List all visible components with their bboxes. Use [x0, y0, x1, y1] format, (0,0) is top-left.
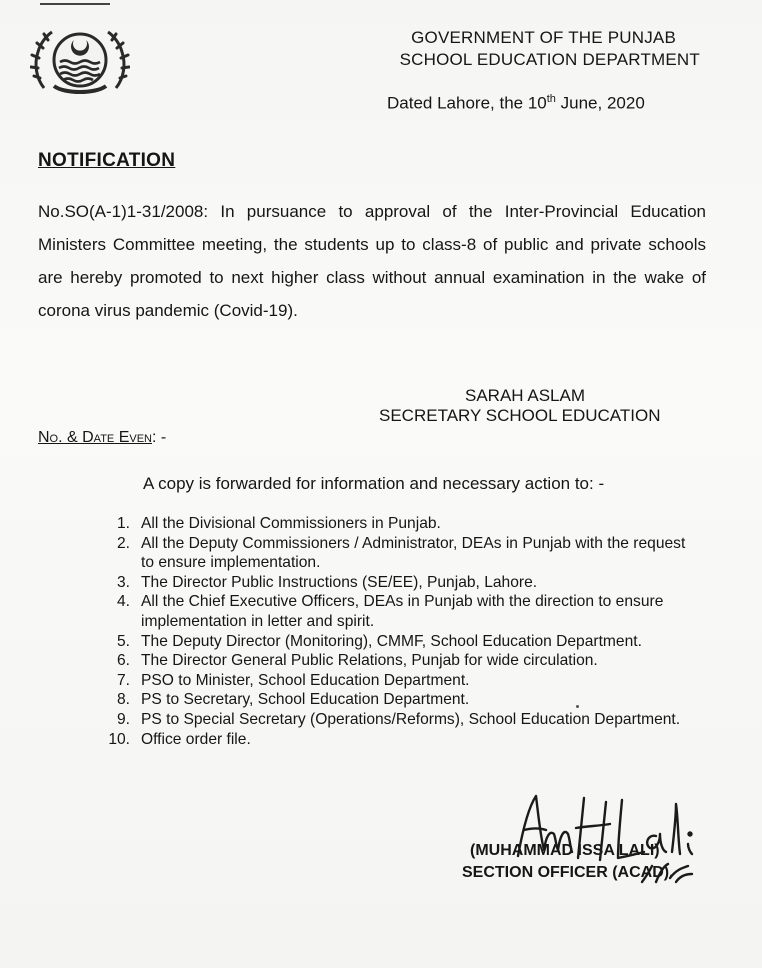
date-suffix: June, 2020	[555, 93, 645, 113]
list-item	[96, 690, 696, 710]
list-item-number: 2.	[116, 534, 130, 552]
list-item	[96, 632, 696, 652]
signatory-name: SARAH ASLAM	[465, 386, 585, 405]
list-item-number: 5.	[116, 632, 130, 650]
list-item-text: All the Divisional Commissioners in Punjab.	[141, 515, 441, 532]
signatory-title: SECRETARY SCHOOL EDUCATION	[379, 406, 661, 425]
reference-line	[38, 429, 166, 447]
list-item-text: The Director General Public Relations, Punjab for wide circulation.	[141, 652, 598, 670]
list-item	[96, 592, 696, 631]
list-item-text: PS to Special Secretary (Operations/Reforms), School Education Department.	[141, 710, 681, 728]
section-officer-name: (MUHAMMAD ISSA LALI)	[470, 842, 660, 859]
list-item-number: 4.	[116, 593, 130, 611]
notification-body: No.SO(A-1)1-31/2008: In pursuance to approval of the Inter-Provincial Education Ministers Committee meeting, the students up to class-8 of public and private schools are hereby promoted to next higher class without annual examination in the wake of corona virus pandemic (Covid-19).	[38, 202, 706, 320]
list-item	[96, 651, 696, 671]
header-government-title: GOVERNMENT OF THE PUNJAB	[411, 28, 676, 47]
header-department-title: SCHOOL EDUCATION DEPARTMENT	[399, 50, 700, 69]
forward-text: A copy is forwarded for information and necessary action to: -	[143, 474, 605, 493]
list-item-number: 1.	[116, 515, 130, 532]
list-item	[96, 730, 696, 750]
reference-suffix: : -	[152, 429, 167, 446]
list-item-number: 8.	[116, 691, 130, 709]
list-item-number: 9.	[116, 710, 130, 728]
top-rule-divider	[40, 3, 110, 5]
list-item-number: 10.	[108, 730, 130, 748]
government-of-punjab-emblem-icon	[30, 22, 130, 98]
list-item-text: The Director Public Instructions (SE/EE), Punjab, Lahore.	[141, 573, 538, 591]
list-item-text: All the Chief Executive Officers, DEAs in Punjab with the direction to ensure implementation in letter and spirit.	[141, 593, 664, 630]
list-item-text: PS to Secretary, School Education Department.	[141, 691, 470, 709]
list-item-text: The Deputy Director (Monitoring), CMMF, School Education Department.	[141, 632, 642, 650]
list-item	[96, 514, 696, 534]
date-line	[387, 93, 645, 114]
list-item-number: 7.	[116, 671, 130, 689]
date-superscript: th	[546, 93, 556, 105]
list-item-text: All the Deputy Commissioners / Administrator, DEAs in Punjab with the request to ensure implementation.	[141, 534, 686, 572]
distribution-list	[96, 514, 696, 749]
list-item-number: 3.	[116, 573, 130, 591]
notification-heading: NOTIFICATION	[38, 150, 176, 171]
list-item	[96, 710, 696, 730]
list-item-number: 6.	[116, 652, 130, 670]
reference-label: No. & Date Even	[38, 429, 152, 446]
list-item-text: Office order file.	[141, 730, 251, 748]
handwritten-signature-icon	[500, 778, 700, 894]
scan-speck	[576, 705, 579, 708]
list-item	[96, 573, 696, 593]
list-item	[96, 534, 696, 573]
date-prefix: Dated Lahore, the 10	[387, 93, 547, 113]
list-item-text: PSO to Minister, School Education Department.	[141, 671, 470, 689]
section-officer-title: SECTION OFFICER (ACAD).	[462, 864, 674, 881]
list-item	[96, 671, 696, 691]
